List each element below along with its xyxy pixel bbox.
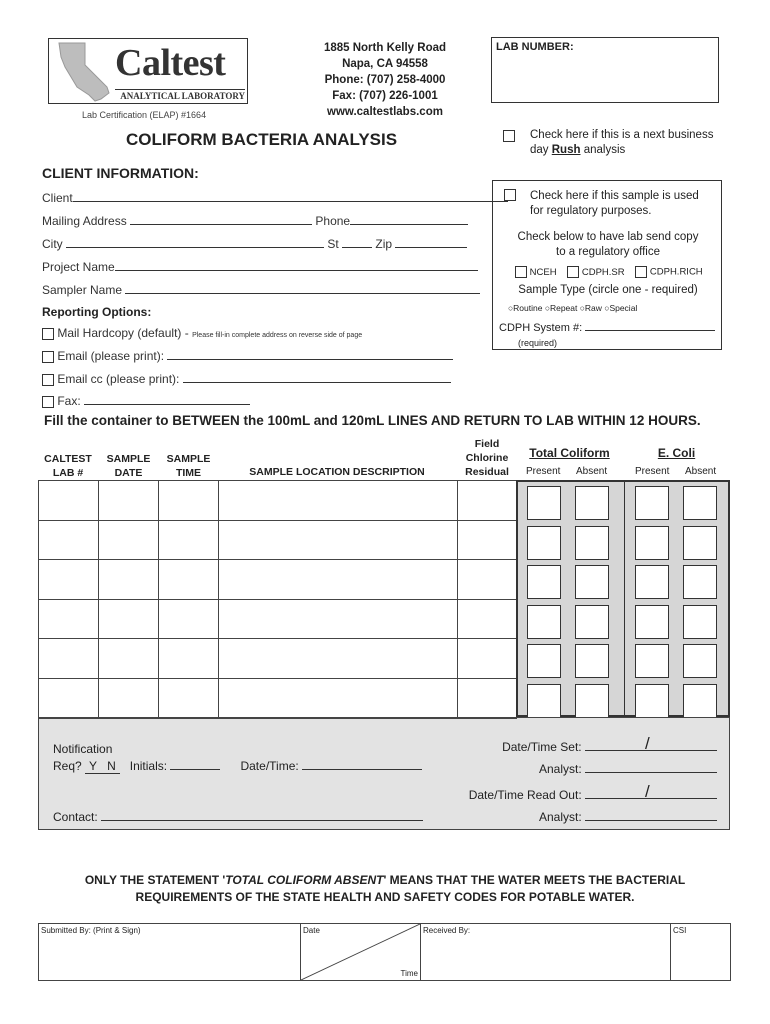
notification-datetime-line[interactable] xyxy=(302,769,422,770)
send-copy-label: Check below to have lab send copy to a regulatory office xyxy=(517,231,699,258)
lab-number-cell[interactable] xyxy=(39,560,99,600)
sample-table xyxy=(38,480,517,718)
lab-number-cell[interactable] xyxy=(39,678,99,718)
address-line: Napa, CA 94558 xyxy=(342,58,428,70)
zip-line[interactable] xyxy=(395,247,467,248)
ec-absent-box[interactable] xyxy=(683,644,717,678)
ec-present-header: Present xyxy=(635,466,670,477)
lab-number-label: LAB NUMBER: xyxy=(496,41,574,53)
tc-absent-box[interactable] xyxy=(575,644,609,678)
routine-radio[interactable]: ○ xyxy=(508,303,514,313)
submitted-by-cell[interactable] xyxy=(39,924,301,981)
lab-address xyxy=(300,40,470,120)
contact-line[interactable] xyxy=(101,820,423,821)
cdph-system-label: CDPH System #: xyxy=(499,322,583,334)
page-title: COLIFORM BACTERIA ANALYSIS xyxy=(126,130,398,149)
tc-present-box[interactable] xyxy=(527,486,561,520)
analyst-set-line[interactable] xyxy=(585,772,717,773)
website-line: www.caltestlabs.com xyxy=(327,106,443,118)
statement-post: ' MEANS THAT THE WATER MEETS THE BACTERIAL REQUIREMENTS OF THE STATE HEALTH AND SAFETY CODES FOR POTABLE WATER. xyxy=(135,873,686,904)
analyst-set-label: Analyst: xyxy=(538,762,582,776)
email-label: Email (please print): xyxy=(57,349,165,363)
city-line[interactable] xyxy=(66,247,324,248)
lab-number-cell[interactable] xyxy=(39,520,99,560)
datetime-read-field[interactable] xyxy=(468,782,717,802)
sample-time-cell[interactable] xyxy=(159,639,219,679)
mailing-line[interactable] xyxy=(130,224,312,225)
mail-hardcopy-note: Please fill-in complete address on reverse side of page xyxy=(192,332,363,339)
datetime-set-line[interactable] xyxy=(585,734,717,753)
date-time-slash: / xyxy=(645,782,650,801)
tc-present-box[interactable] xyxy=(527,605,561,639)
tc-absent-header: Absent xyxy=(576,466,608,477)
chlorine-cell[interactable] xyxy=(458,678,517,718)
lab-certification: Lab Certification (ELAP) #1664 xyxy=(82,110,207,120)
fax-label: Fax: xyxy=(57,394,81,408)
chlorine-cell[interactable] xyxy=(458,481,517,521)
rush-text-post: analysis xyxy=(583,144,626,156)
cdph-sr-checkbox[interactable] xyxy=(567,266,579,278)
email-cc-line[interactable] xyxy=(183,382,451,383)
mail-hardcopy-option[interactable] xyxy=(42,326,362,340)
date-time-slash: / xyxy=(645,734,650,753)
client-info-heading: CLIENT INFORMATION: xyxy=(42,165,199,181)
sampler-name-field[interactable] xyxy=(42,283,480,297)
cdph-sr-label: CDPH.SR xyxy=(581,266,625,278)
ec-present-box[interactable] xyxy=(635,486,669,520)
email-cc-checkbox[interactable] xyxy=(42,374,54,386)
sample-date-cell[interactable] xyxy=(99,560,159,600)
grid-divider xyxy=(624,482,625,717)
tc-absent-box[interactable] xyxy=(575,605,609,639)
cdph-system-line[interactable] xyxy=(585,330,715,331)
sample-time-cell[interactable] xyxy=(159,481,219,521)
table-row xyxy=(39,678,517,718)
client-label: Client xyxy=(42,191,73,205)
initials-line[interactable] xyxy=(170,769,220,770)
mail-hardcopy-label: Mail Hardcopy (default) - xyxy=(57,326,189,340)
cdph-system-field[interactable] xyxy=(499,322,715,334)
signature-table xyxy=(38,923,731,981)
sampler-line[interactable] xyxy=(125,293,480,294)
raw-label: Raw xyxy=(584,303,602,313)
email-line[interactable] xyxy=(167,359,453,360)
tc-absent-box[interactable] xyxy=(575,684,609,718)
col-header-lab: CALTEST LAB # xyxy=(44,453,92,479)
datetime-read-label: Date/Time Read Out: xyxy=(468,788,582,802)
total-coliform-header: Total Coliform xyxy=(529,446,610,460)
sample-date-cell[interactable] xyxy=(99,678,159,718)
sample-date-cell[interactable] xyxy=(99,520,159,560)
cdph-rich-label: CDPH.RICH xyxy=(649,266,703,278)
ec-present-box[interactable] xyxy=(635,526,669,560)
special-label: Special xyxy=(609,303,638,313)
ec-absent-box[interactable] xyxy=(683,486,717,520)
statement-emphasis: TOTAL COLIFORM ABSENT xyxy=(225,873,384,887)
col-header-chlorine: Field Chlorine Residual xyxy=(465,438,509,478)
req-yes-no[interactable] xyxy=(85,759,120,774)
location-cell[interactable] xyxy=(219,520,458,560)
rush-text-pre: Check here if this is a next business day xyxy=(530,129,714,156)
req-yes[interactable]: Y xyxy=(89,759,98,773)
cdph-required-note: (required) xyxy=(518,338,558,348)
state-line[interactable] xyxy=(342,247,372,248)
fax-line: Fax: (707) 226-1001 xyxy=(332,90,438,102)
raw-radio[interactable]: ○ xyxy=(579,303,585,313)
repeat-radio[interactable]: ○ xyxy=(544,303,550,313)
tc-present-box[interactable] xyxy=(527,684,561,718)
location-cell[interactable] xyxy=(219,560,458,600)
statement-pre: ONLY THE STATEMENT ' xyxy=(84,873,226,887)
ec-absent-box[interactable] xyxy=(683,565,717,599)
ec-present-box[interactable] xyxy=(635,644,669,678)
regulatory-label: Check here if this sample is used for regulatory purposes. xyxy=(530,190,699,217)
nceh-label: NCEH xyxy=(529,266,557,278)
ec-present-box[interactable] xyxy=(635,565,669,599)
chlorine-cell[interactable] xyxy=(458,639,517,679)
project-name-field[interactable] xyxy=(42,260,478,274)
analyst-read-label: Analyst: xyxy=(538,810,582,824)
fax-checkbox[interactable] xyxy=(42,396,54,408)
ec-absent-box[interactable] xyxy=(683,605,717,639)
tc-present-box[interactable] xyxy=(527,644,561,678)
ec-absent-header: Absent xyxy=(685,466,717,477)
tc-absent-box[interactable] xyxy=(575,565,609,599)
city-label: City xyxy=(42,237,63,251)
reporting-options-label: Reporting Options: xyxy=(42,305,152,319)
sample-time-cell[interactable] xyxy=(159,678,219,718)
date-time-cell[interactable] xyxy=(301,924,421,981)
tc-present-header: Present xyxy=(526,466,561,477)
csi-cell[interactable] xyxy=(671,924,731,981)
sample-type-options xyxy=(508,303,637,313)
ec-present-box[interactable] xyxy=(635,684,669,718)
time-label: Time xyxy=(400,969,418,978)
col-header-time: SAMPLE TIME xyxy=(166,453,211,479)
ecoli-header: E. Coli xyxy=(657,446,696,460)
req-label: Req? xyxy=(53,759,82,773)
table-row xyxy=(39,481,517,521)
lab-use-divider xyxy=(39,718,517,719)
tc-absent-box[interactable] xyxy=(575,486,609,520)
table-row xyxy=(39,520,517,560)
initials-label: Initials: xyxy=(129,759,168,773)
sample-time-cell[interactable] xyxy=(159,560,219,600)
regulatory-box xyxy=(492,180,722,350)
tc-present-box[interactable] xyxy=(527,565,561,599)
client-field[interactable] xyxy=(42,191,508,205)
california-map-icon xyxy=(55,41,115,103)
table-row xyxy=(39,599,517,639)
table-row xyxy=(39,560,517,600)
repeat-label: Repeat xyxy=(549,303,578,313)
logo-subtitle: ANALYTICAL LABORATORY xyxy=(115,89,245,101)
mailing-address-field[interactable] xyxy=(42,214,468,228)
logo-name: Caltest xyxy=(115,42,226,84)
lab-use-section xyxy=(38,717,730,830)
contact-field[interactable] xyxy=(53,810,423,824)
lab-result-grid xyxy=(516,480,730,717)
datetime-set-field[interactable] xyxy=(502,734,717,754)
sampler-label: Sampler Name xyxy=(42,283,123,297)
location-cell[interactable] xyxy=(219,678,458,718)
phone-line[interactable] xyxy=(350,224,468,225)
mailing-label: Mailing Address xyxy=(42,214,127,228)
req-no[interactable]: N xyxy=(107,759,116,773)
email-cc-label: Email cc (please print): xyxy=(57,372,180,386)
nceh-checkbox[interactable] xyxy=(515,266,527,278)
phone-label: Phone xyxy=(315,214,351,228)
mail-hardcopy-checkbox[interactable] xyxy=(42,328,54,340)
email-cc-option[interactable] xyxy=(42,372,451,386)
tc-absent-box[interactable] xyxy=(575,526,609,560)
phone-line: Phone: (707) 258-4000 xyxy=(324,74,446,86)
lab-number-cell[interactable] xyxy=(39,481,99,521)
sample-time-cell[interactable] xyxy=(159,599,219,639)
lab-number-cell[interactable] xyxy=(39,599,99,639)
chlorine-cell[interactable] xyxy=(458,560,517,600)
received-by-label: Received By: xyxy=(423,926,471,935)
ec-absent-box[interactable] xyxy=(683,684,717,718)
notification-req-field[interactable] xyxy=(53,759,422,774)
sample-date-cell[interactable] xyxy=(99,599,159,639)
email-checkbox[interactable] xyxy=(42,351,54,363)
notification-datetime-label: Date/Time: xyxy=(240,759,299,773)
ec-present-box[interactable] xyxy=(635,605,669,639)
col-header-date: SAMPLE DATE xyxy=(106,453,151,479)
rush-label xyxy=(530,128,720,158)
datetime-set-label: Date/Time Set: xyxy=(502,740,582,754)
logo xyxy=(48,38,248,104)
fax-option[interactable] xyxy=(42,394,250,408)
special-radio[interactable]: ○ xyxy=(604,303,610,313)
analyst-read-line[interactable] xyxy=(585,820,717,821)
project-label: Project Name xyxy=(42,260,115,274)
lab-number-cell[interactable] xyxy=(39,639,99,679)
location-cell[interactable] xyxy=(219,639,458,679)
location-cell[interactable] xyxy=(219,599,458,639)
submitted-by-label: Submitted By: (Print & Sign) xyxy=(41,926,141,935)
analyst-set-field[interactable] xyxy=(539,762,717,776)
routine-label: Routine xyxy=(513,303,543,313)
csi-label: CSI xyxy=(673,926,687,935)
tc-present-box[interactable] xyxy=(527,526,561,560)
fill-instruction: Fill the container to BETWEEN the 100mL and 120mL LINES AND RETURN TO LAB WITHIN 12 HOURS. xyxy=(44,413,701,428)
rush-word: Rush xyxy=(551,144,581,156)
email-option[interactable] xyxy=(42,349,453,363)
rush-checkbox[interactable] xyxy=(503,130,515,142)
cdph-rich-checkbox[interactable] xyxy=(635,266,647,278)
datetime-read-line[interactable] xyxy=(585,782,717,801)
potable-water-statement xyxy=(40,872,730,906)
state-label: St xyxy=(327,237,339,251)
fax-line[interactable] xyxy=(84,404,250,405)
contact-label: Contact: xyxy=(53,810,98,824)
location-cell[interactable] xyxy=(219,481,458,521)
lab-number-field[interactable] xyxy=(491,37,719,103)
table-row xyxy=(39,639,517,679)
sample-type-label: Sample Type (circle one - required) xyxy=(518,284,698,296)
analyst-read-field[interactable] xyxy=(539,810,717,824)
address-line: 1885 North Kelly Road xyxy=(323,42,447,54)
project-line[interactable] xyxy=(115,270,478,271)
notification-label: Notification xyxy=(53,742,113,756)
date-label: Date xyxy=(303,926,320,935)
chlorine-cell[interactable] xyxy=(458,520,517,560)
zip-label: Zip xyxy=(375,237,393,251)
col-header-location: SAMPLE LOCATION DESCRIPTION xyxy=(249,466,425,478)
ec-absent-box[interactable] xyxy=(683,526,717,560)
received-by-cell[interactable] xyxy=(421,924,671,981)
city-field[interactable] xyxy=(42,237,467,251)
sample-time-cell[interactable] xyxy=(159,520,219,560)
sample-date-cell[interactable] xyxy=(99,481,159,521)
client-line[interactable] xyxy=(73,201,508,202)
regulatory-checkbox[interactable] xyxy=(504,189,516,201)
office-options xyxy=(515,266,703,278)
sample-date-cell[interactable] xyxy=(99,639,159,679)
chlorine-cell[interactable] xyxy=(458,599,517,639)
